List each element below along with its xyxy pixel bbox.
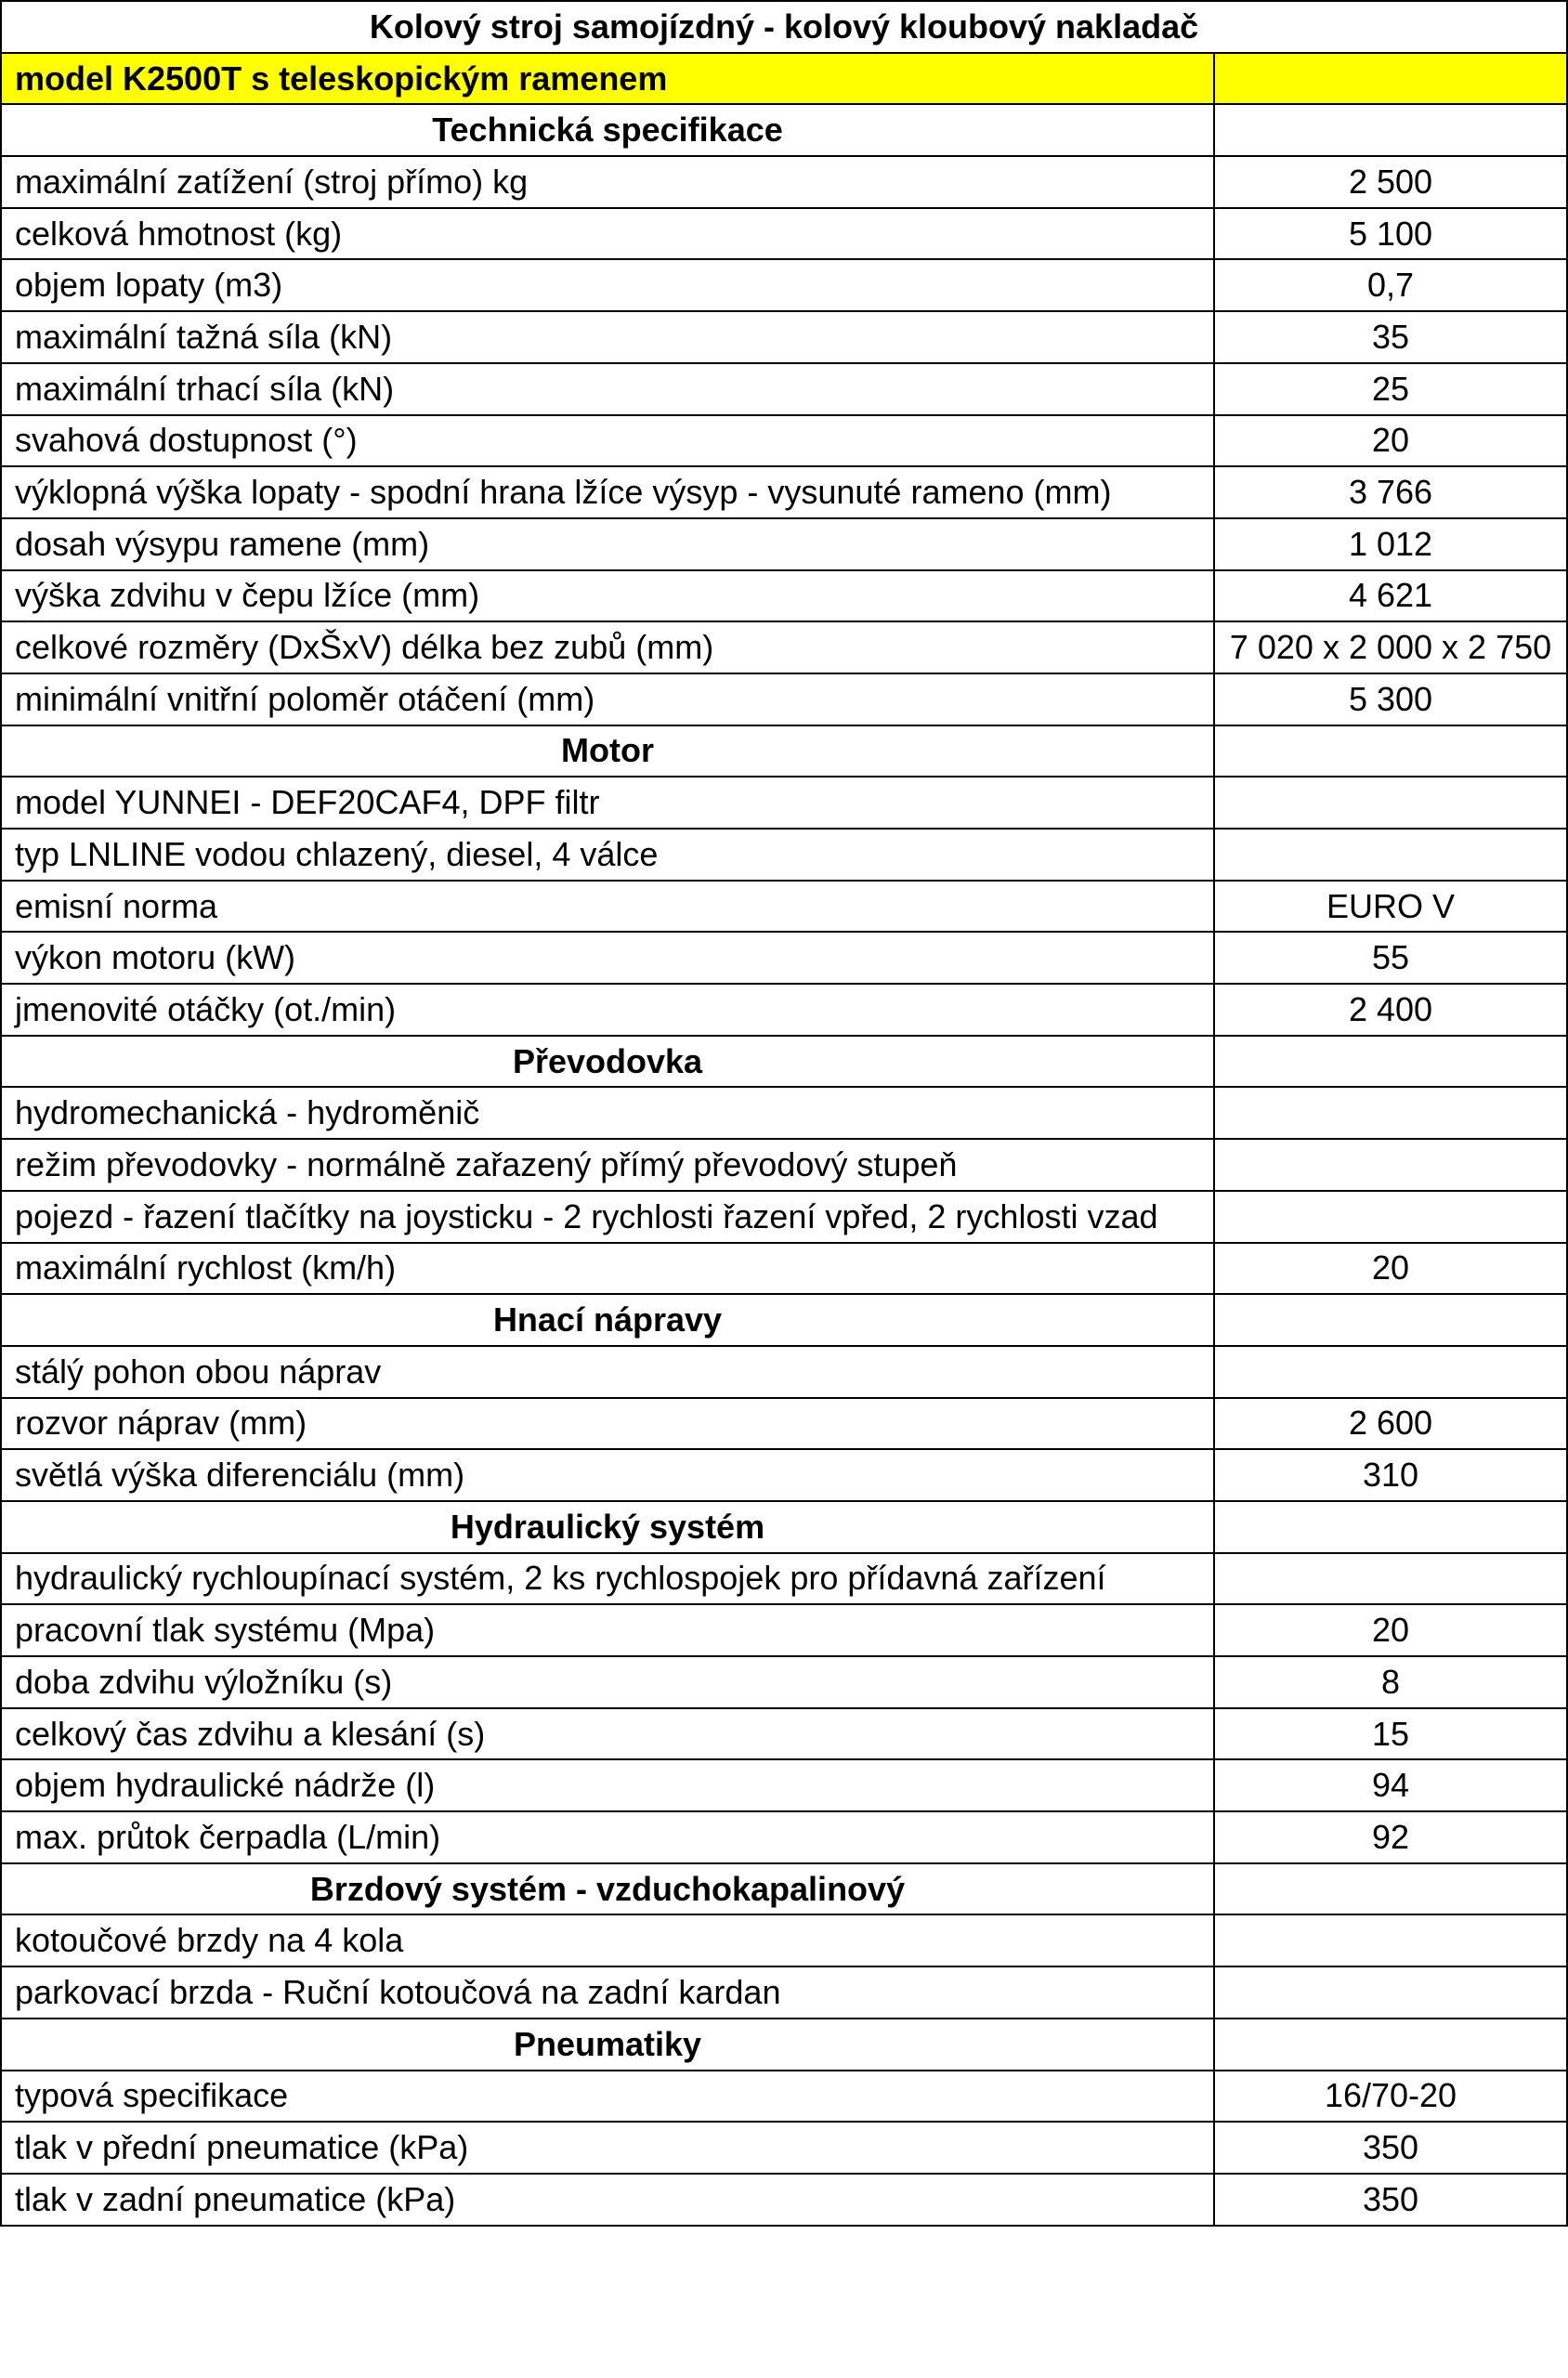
section-heading-prevodovka: Převodovka — [1, 1036, 1214, 1088]
spec-row — [1, 1087, 1567, 1139]
spec-row — [1, 1346, 1567, 1398]
spec-label: celkový čas zdvihu a klesání (s) — [1, 1708, 1214, 1760]
spec-label: max. průtok čerpadla (L/min) — [1, 1811, 1214, 1863]
spec-value: 1 012 — [1214, 518, 1567, 570]
spec-label: typová specifikace — [1, 2071, 1214, 2123]
spec-row — [1, 1708, 1567, 1760]
spec-row — [1, 2071, 1567, 2123]
spec-row — [1, 1243, 1567, 1295]
section-heading-row — [1, 1036, 1567, 1088]
section-heading-empty-cell — [1214, 1863, 1567, 1915]
spec-label: režim převodovky - normálně zařazený přímý převodový stupeň — [1, 1139, 1214, 1191]
spec-value: 16/70-20 — [1214, 2071, 1567, 2123]
spec-label: pojezd - řazení tlačítky na joysticku - 2 rychlosti řazení vpřed, 2 rychlosti vzad — [1, 1191, 1214, 1243]
spec-row — [1, 984, 1567, 1036]
spec-label: jmenovité otáčky (ot./min) — [1, 984, 1214, 1036]
document-title: Kolový stroj samojízdný - kolový kloubový nakladač — [1, 1, 1567, 53]
spec-label: maximální trhací síla (kN) — [1, 363, 1214, 415]
spec-value: 0,7 — [1214, 259, 1567, 311]
section-heading-row — [1, 725, 1567, 777]
model-value-cell — [1214, 53, 1567, 105]
spec-label: výklopná výška lopaty - spodní hrana lžíce výsyp - vysunuté rameno (mm) — [1, 466, 1214, 518]
spec-row — [1, 2122, 1567, 2174]
spec-row — [1, 881, 1567, 933]
spec-row — [1, 829, 1567, 881]
section-heading-empty-cell — [1214, 1036, 1567, 1088]
spec-value — [1214, 1914, 1567, 1966]
section-heading-empty-cell — [1214, 104, 1567, 156]
section-heading-hnaci-napravy: Hnací nápravy — [1, 1294, 1214, 1346]
spec-row — [1, 1139, 1567, 1191]
spec-value: 94 — [1214, 1759, 1567, 1811]
spec-table-body — [1, 1, 1567, 2226]
spec-row — [1, 570, 1567, 622]
spec-value: 5 300 — [1214, 673, 1567, 725]
spec-row — [1, 415, 1567, 467]
spec-row — [1, 1553, 1567, 1605]
section-heading-pneumatiky: Pneumatiky — [1, 2019, 1214, 2071]
model-row — [1, 53, 1567, 105]
section-heading-brzdovy-system-vzduchokapalinovy: Brzdový systém - vzduchokapalinový — [1, 1863, 1214, 1915]
spec-row — [1, 1604, 1567, 1656]
spec-value: 2 500 — [1214, 156, 1567, 208]
spec-row — [1, 1966, 1567, 2019]
spec-value — [1214, 1966, 1567, 2019]
spec-label: světlá výška diferenciálu (mm) — [1, 1449, 1214, 1501]
spec-row — [1, 777, 1567, 829]
spec-row — [1, 1449, 1567, 1501]
spec-label: pracovní tlak systému (Mpa) — [1, 1604, 1214, 1656]
spec-label: maximální tažná síla (kN) — [1, 311, 1214, 363]
spec-value: EURO V — [1214, 881, 1567, 933]
section-heading-row — [1, 1863, 1567, 1915]
spec-value: 2 600 — [1214, 1398, 1567, 1450]
spec-row — [1, 621, 1567, 673]
spec-value: 350 — [1214, 2174, 1567, 2226]
spec-row — [1, 673, 1567, 725]
spec-row — [1, 1759, 1567, 1811]
spec-value: 3 766 — [1214, 466, 1567, 518]
spec-label: emisní norma — [1, 881, 1214, 933]
section-heading-empty-cell — [1214, 725, 1567, 777]
spec-value: 7 020 x 2 000 x 2 750 — [1214, 621, 1567, 673]
section-heading-row — [1, 2019, 1567, 2071]
spec-value — [1214, 777, 1567, 829]
spec-value: 2 400 — [1214, 984, 1567, 1036]
spec-row — [1, 1191, 1567, 1243]
section-heading-row — [1, 1501, 1567, 1553]
spec-value: 350 — [1214, 2122, 1567, 2174]
section-heading-row — [1, 104, 1567, 156]
spec-value — [1214, 1087, 1567, 1139]
spec-label: stálý pohon obou náprav — [1, 1346, 1214, 1398]
spec-value: 92 — [1214, 1811, 1567, 1863]
spec-row — [1, 363, 1567, 415]
spec-value: 25 — [1214, 363, 1567, 415]
spec-value: 15 — [1214, 1708, 1567, 1760]
model-name: model K2500T s teleskopickým ramenem — [1, 53, 1214, 105]
spec-value: 8 — [1214, 1656, 1567, 1708]
spec-label: parkovací brzda - Ruční kotoučová na zadní kardan — [1, 1966, 1214, 2019]
spec-label: celková hmotnost (kg) — [1, 208, 1214, 260]
spec-row — [1, 259, 1567, 311]
spec-row — [1, 1811, 1567, 1863]
section-heading-empty-cell — [1214, 1501, 1567, 1553]
spec-label: objem hydraulické nádrže (l) — [1, 1759, 1214, 1811]
spec-row — [1, 1914, 1567, 1966]
spec-label: hydraulický rychloupínací systém, 2 ks rychlospojek pro přídavná zařízení — [1, 1553, 1214, 1605]
spec-label: typ LNLINE vodou chlazený, diesel, 4 válce — [1, 829, 1214, 881]
spec-value — [1214, 829, 1567, 881]
spec-label: rozvor náprav (mm) — [1, 1398, 1214, 1450]
spec-label: výkon motoru (kW) — [1, 932, 1214, 984]
spec-value: 55 — [1214, 932, 1567, 984]
spec-label: tlak v přední pneumatice (kPa) — [1, 2122, 1214, 2174]
spec-label: minimální vnitřní poloměr otáčení (mm) — [1, 673, 1214, 725]
spec-label: model YUNNEI - DEF20CAF4, DPF filtr — [1, 777, 1214, 829]
spec-label: tlak v zadní pneumatice (kPa) — [1, 2174, 1214, 2226]
spec-label: celkové rozměry (DxŠxV) délka bez zubů (mm) — [1, 621, 1214, 673]
spec-row — [1, 311, 1567, 363]
spec-label: kotoučové brzdy na 4 kola — [1, 1914, 1214, 1966]
spec-label: doba zdvihu výložníku (s) — [1, 1656, 1214, 1708]
spec-label: objem lopaty (m3) — [1, 259, 1214, 311]
spec-row — [1, 1656, 1567, 1708]
section-heading-empty-cell — [1214, 2019, 1567, 2071]
section-heading-empty-cell — [1214, 1294, 1567, 1346]
spec-value: 5 100 — [1214, 208, 1567, 260]
spec-row — [1, 518, 1567, 570]
spec-row — [1, 932, 1567, 984]
spec-value: 20 — [1214, 1604, 1567, 1656]
spec-label: maximální zatížení (stroj přímo) kg — [1, 156, 1214, 208]
spec-label: svahová dostupnost (°) — [1, 415, 1214, 467]
spec-value: 4 621 — [1214, 570, 1567, 622]
spec-value: 20 — [1214, 1243, 1567, 1295]
spec-label: výška zdvihu v čepu lžíce (mm) — [1, 570, 1214, 622]
spec-value: 20 — [1214, 415, 1567, 467]
spec-label: hydromechanická - hydroměnič — [1, 1087, 1214, 1139]
section-heading-row — [1, 1294, 1567, 1346]
spec-value — [1214, 1139, 1567, 1191]
spec-row — [1, 466, 1567, 518]
spec-value — [1214, 1553, 1567, 1605]
spec-row — [1, 156, 1567, 208]
spec-row — [1, 1398, 1567, 1450]
spec-value: 310 — [1214, 1449, 1567, 1501]
spec-row — [1, 208, 1567, 260]
section-heading-hydraulicky-system: Hydraulický systém — [1, 1501, 1214, 1553]
spec-value: 35 — [1214, 311, 1567, 363]
spec-label: maximální rychlost (km/h) — [1, 1243, 1214, 1295]
spec-value — [1214, 1346, 1567, 1398]
section-heading-motor: Motor — [1, 725, 1214, 777]
spec-label: dosah výsypu ramene (mm) — [1, 518, 1214, 570]
spec-row — [1, 2174, 1567, 2226]
spec-value — [1214, 1191, 1567, 1243]
title-row — [1, 1, 1567, 53]
section-heading-technicka-specifikace: Technická specifikace — [1, 104, 1214, 156]
